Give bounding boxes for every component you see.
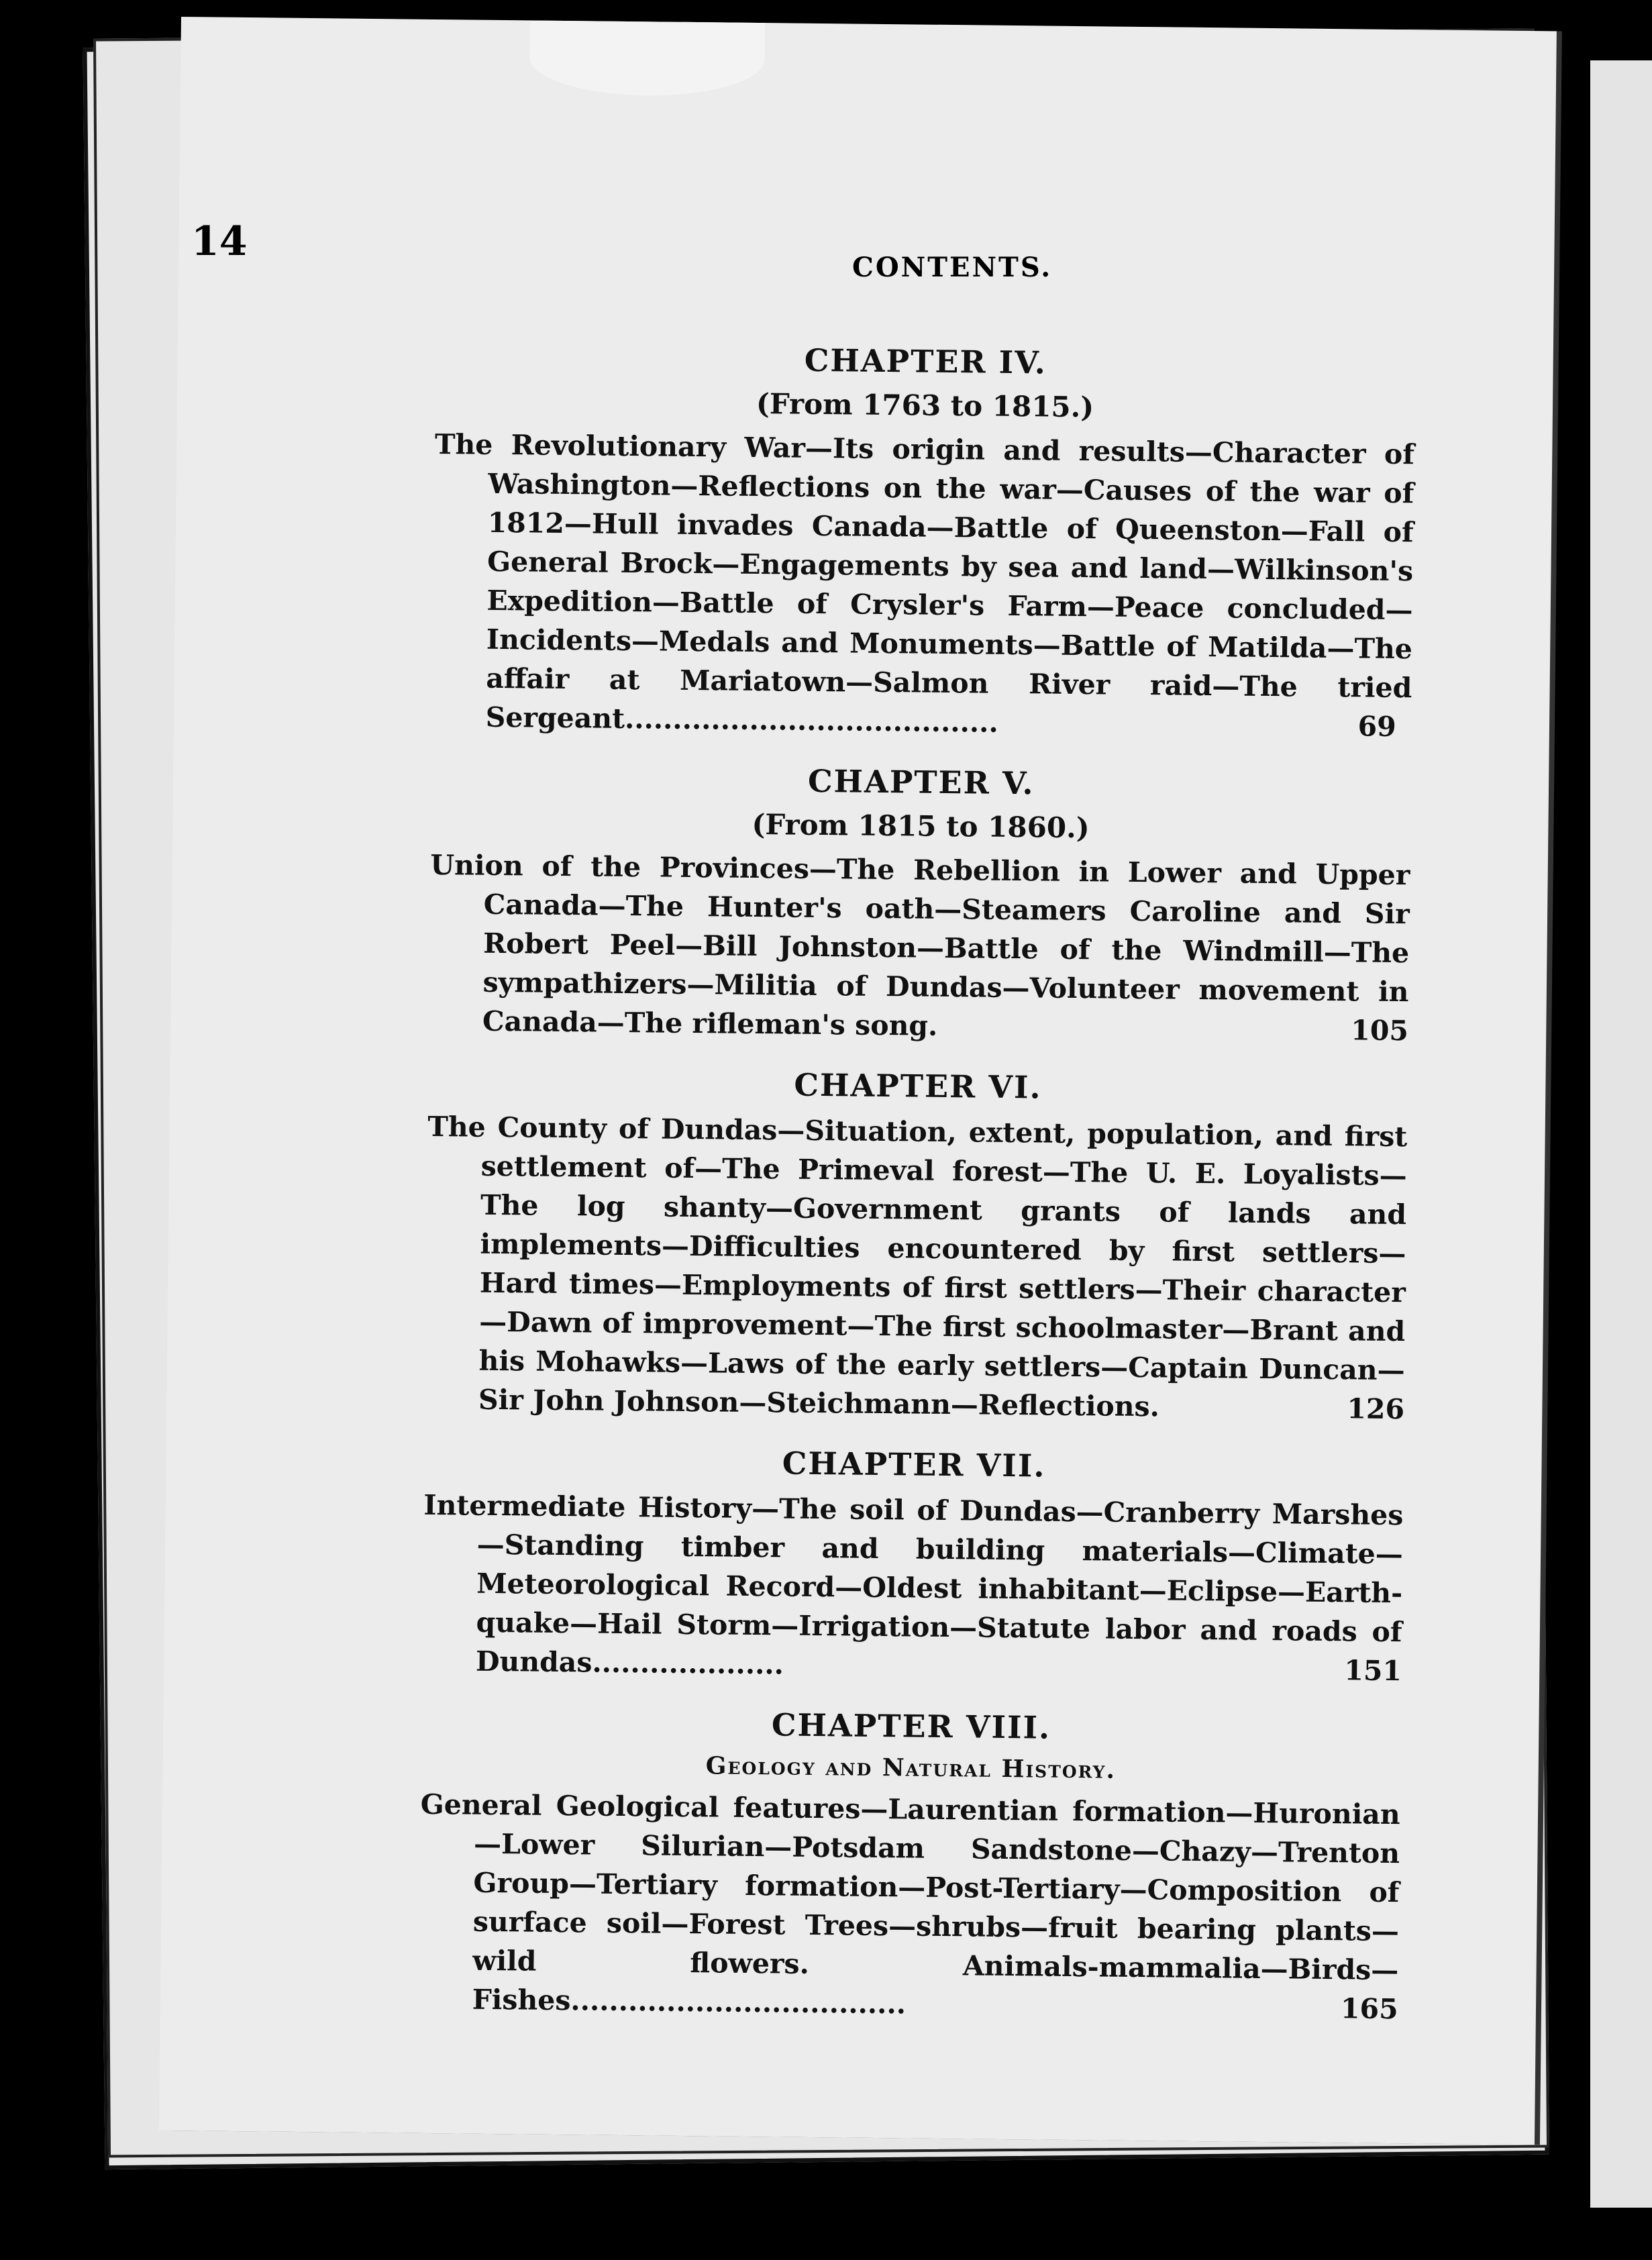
chapter-date-range: (From 1815 to 1860.) (752, 807, 1090, 845)
page-ref: 105 (1351, 1014, 1409, 1047)
chapter-viii (418, 1703, 1401, 2028)
chapter-summary (431, 425, 1414, 746)
summary-text: Union of the Provinces—The Rebellion in Lower and Upper Canada—The Hunter's oath—Steamers Caroline and Sir Robert Peel—Bill Johnston—Battle of the Windmill—The sympathizers—Militia of Dundas—Volunteer movement in Canada—The rifleman's song. (430, 848, 1410, 1042)
summary-text: Intermediate History—The soil of Dundas—Cranberry Marshes—Standing timber and building materials—Climate—Meteorological Record—Oldest inhabitant—Eclipse—Earth-quake—Hail Storm—Irrigation—Statute labor and roads of Dundas.................... (423, 1488, 1404, 1681)
contents-body (418, 315, 1415, 2028)
chapter-title: CHAPTER VII. (782, 1445, 1046, 1484)
running-head: CONTENTS. (852, 252, 1053, 283)
chapter-subtitle: Geology and Natural History. (705, 1751, 1117, 1784)
paper-stain (529, 20, 765, 97)
chapter-title: CHAPTER VIII. (771, 1706, 1051, 1746)
chapter-summary (425, 1107, 1408, 1429)
chapter-title: CHAPTER IV. (804, 342, 1047, 381)
summary-text: General Geological features—Laurentian formation—Huronian—Lower Silurian—Potsdam Sandstone—Chazy—Trenton Group—Tertiary formation—Post-Tertiary—Composition of surface soil—Forest Trees—shrubs—fruit bearing plants—wild flowers. Animals-mammalia—Birds—Fishes................................... (420, 1788, 1400, 2020)
chapter-summary (418, 1785, 1400, 2028)
page-ref: 151 (1344, 1654, 1402, 1688)
chapter-iv (431, 338, 1415, 746)
chapter-vi (425, 1063, 1408, 1429)
facing-page-edge (1590, 60, 1652, 2208)
chapter-summary (429, 845, 1410, 1050)
page-number: 14 (191, 218, 248, 265)
summary-text: The County of Dundas—Situation, extent, population, and first settlement of—The Primeval forest—The U. E. Loyalists—The log shanty—Government grants of lands and implements—Difficulties encountered by first settlers—Hard times—Employments of first settlers—Their character—Dawn of improvement—The first schoolmaster—Brant and his Mohawks—Laws of the early settlers—Captain Duncan—Sir John Johnson—Steichmann—Reflections. (427, 1110, 1408, 1423)
summary-text: The Revolutionary War—Its origin and results—Character of Washington—Reflections on the war—Causes of the war of 1812—Hull invades Canada—Battle of Queenston—Fall of General Brock—Engagements by sea and land—Wilkinson's Expedition—Battle of Crysler's Farm—Peace concluded—Incidents—Medals and Monuments—Battle of Matilda—The affair at Mariatown—Salmon River raid—The tried Sergeant....................................... (434, 427, 1415, 739)
chapter-title: CHAPTER V. (807, 762, 1035, 802)
chapter-date-range: (From 1763 to 1815.) (756, 387, 1094, 424)
page-ref: 126 (1347, 1392, 1405, 1426)
page-ref: 69 (1357, 710, 1396, 743)
chapter-v (429, 759, 1411, 1050)
chapter-vii (422, 1441, 1404, 1690)
chapter-title: CHAPTER VI. (794, 1066, 1042, 1106)
chapter-summary (422, 1486, 1404, 1690)
page-ref: 165 (1340, 1992, 1398, 2026)
